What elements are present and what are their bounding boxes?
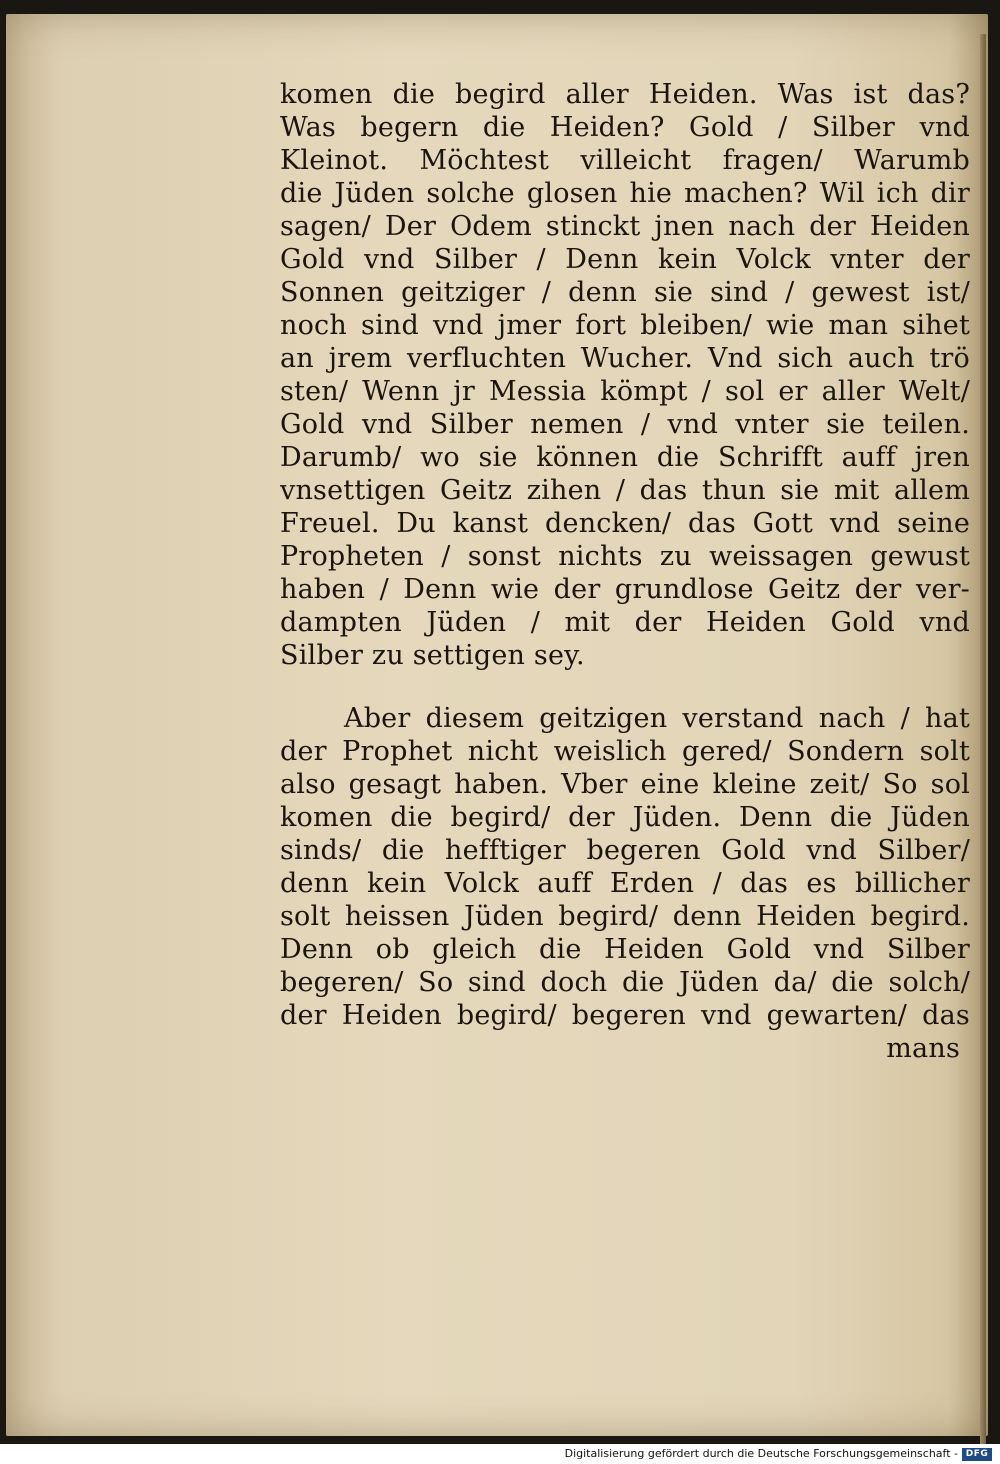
text-line: Gold vnd Silber nemen / vnd vnter sie teilen. bbox=[280, 409, 970, 440]
dfg-logo: DFG bbox=[962, 1448, 992, 1461]
text-line: die Jüden solche glosen hie machen? Wil ich dir bbox=[280, 178, 970, 209]
text-line: sinds/ die hefftiger begeren Gold vnd Silber/ bbox=[280, 835, 970, 866]
text-line: der Prophet nicht weislich gered/ Sondern solt bbox=[280, 736, 970, 767]
text-line: Propheten / sonst nichts zu weissagen gewust bbox=[280, 541, 970, 572]
catchword: mans bbox=[886, 1033, 960, 1064]
text-line: Silber zu settigen sey. bbox=[280, 640, 585, 671]
text-line: haben / Denn wie der grundlose Geitz der ver- bbox=[280, 574, 970, 605]
text-line: also gesagt haben. Vber eine kleine zeit/ So sol bbox=[280, 769, 970, 800]
text-line: an jrem verfluchten Wucher. Vnd sich auch trö bbox=[280, 343, 970, 374]
text-line: Was begern die Heiden? Gold / Silber vnd bbox=[280, 112, 970, 143]
paragraph-1 bbox=[280, 78, 970, 672]
text-line: begeren/ So sind doch die Jüden da/ die solch/ bbox=[280, 967, 970, 998]
text-line: komen die begird/ der Jüden. Denn die Jüden bbox=[280, 802, 970, 833]
page-edge bbox=[980, 34, 986, 1444]
text-line: Kleinot. Möchtest villeicht fragen/ Warumb bbox=[280, 145, 970, 176]
text-line: Freuel. Du kanst dencken/ das Gott vnd seine bbox=[280, 508, 970, 539]
funding-notice: Digitalisierung gefördert durch die Deutsche Forschungsgemeinschaft - bbox=[564, 1447, 958, 1460]
text-line: sagen/ Der Odem stinckt jnen nach der Heiden bbox=[280, 211, 970, 242]
text-line: sten/ Wenn jr Messia kömpt / sol er aller Welt/ bbox=[280, 376, 970, 407]
text-line: dampten Jüden / mit der Heiden Gold vnd bbox=[280, 607, 970, 638]
text-line: Aber diesem geitzigen verstand nach / hat bbox=[344, 703, 970, 734]
text-line: komen die begird aller Heiden. Was ist das? bbox=[280, 79, 970, 110]
text-line: vnsettigen Geitz zihen / das thun sie mit allem bbox=[280, 475, 970, 506]
text-line: Gold vnd Silber / Denn kein Volck vnter der bbox=[280, 244, 970, 275]
paragraph-2 bbox=[280, 702, 970, 1065]
text-line: solt heissen Jüden begird/ denn Heiden begird. bbox=[280, 901, 970, 932]
text-line: noch sind vnd jmer fort bleiben/ wie man sihet bbox=[280, 310, 970, 341]
text-line: der Heiden begird/ begeren vnd gewarten/ das bbox=[280, 1000, 970, 1031]
text-line: Denn ob gleich die Heiden Gold vnd Silber bbox=[280, 934, 970, 965]
text-line: Darumb/ wo sie können die Schrifft auff jren bbox=[280, 442, 970, 473]
text-line: denn kein Volck auff Erden / das es billicher bbox=[280, 868, 970, 899]
page-text bbox=[280, 78, 970, 1065]
text-line: Sonnen geitziger / denn sie sind / gewest ist/ bbox=[280, 277, 970, 308]
footer-bar bbox=[0, 1444, 1000, 1464]
